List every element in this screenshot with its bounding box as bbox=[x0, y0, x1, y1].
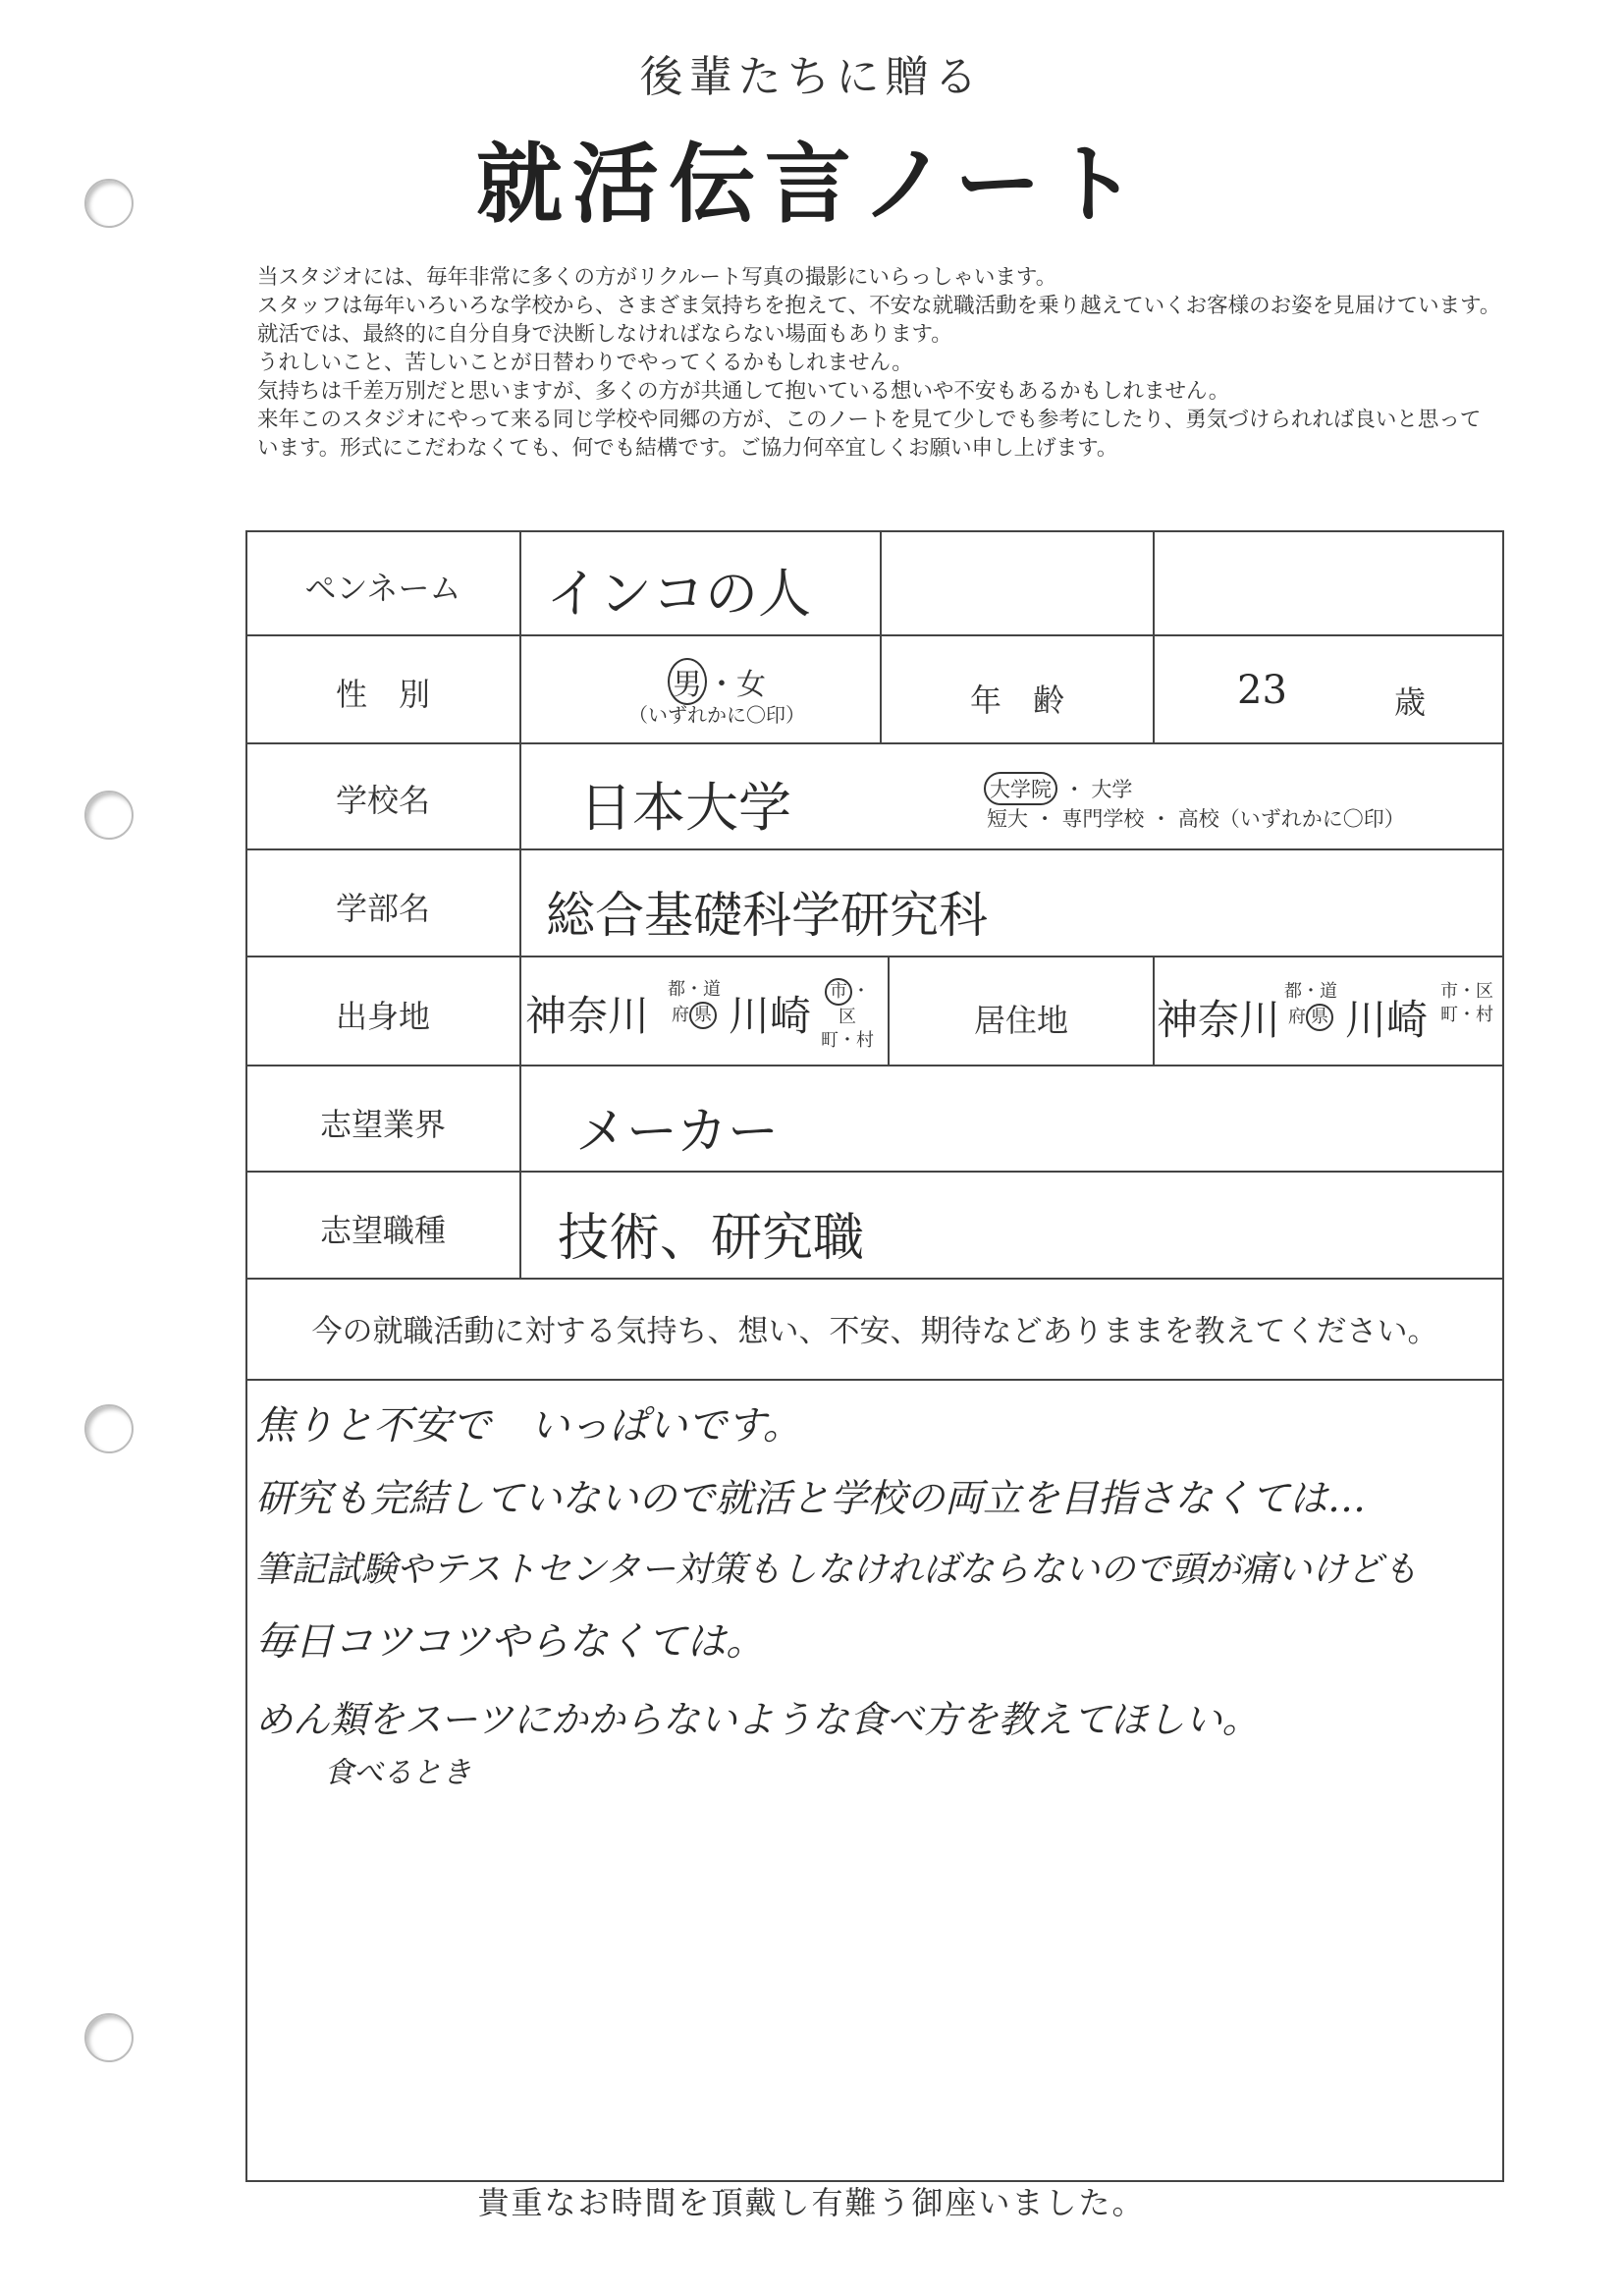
school-type-line2: 短大 ・ 専門学校 ・ 高校（いずれかに〇印） bbox=[987, 807, 1405, 831]
intro-line: スタッフは毎年いろいろな学校から、さまざま気持ちを抱えて、不安な就職活動を乗り越えていくお客様のお姿を見届けています。 bbox=[257, 294, 1501, 318]
gender-separator: ・ bbox=[707, 668, 736, 702]
school-type-grad-circled: 大学院 bbox=[984, 772, 1057, 805]
intro-line: 気持ちは千差万別だと思いますが、多くの方が共通して抱いている想いや不安もあるかもしれません。 bbox=[257, 379, 1230, 404]
job-label: 志望職種 bbox=[319, 1212, 446, 1249]
gender-female: 女 bbox=[736, 668, 766, 702]
punch-hole-4 bbox=[84, 2013, 134, 2062]
age-unit: 歳 bbox=[1394, 683, 1427, 721]
age-value: 23 bbox=[1237, 668, 1287, 713]
gender-male-circled: 男 bbox=[668, 658, 707, 705]
message-line: 毎日コツコツやらなくては。 bbox=[255, 1619, 766, 1665]
intro-line: 来年このスタジオにやって来る同じ学校や同郷の方が、このノートを見て少しでも参考にしたり、勇気づけられれば良いと思って bbox=[257, 408, 1482, 432]
pen-name-label: ペンネーム bbox=[304, 570, 461, 607]
intro-line: うれしいこと、苦しいことが日替わりでやってくるかもしれません。 bbox=[257, 351, 913, 375]
message-line-note: 食べるとき bbox=[324, 1756, 471, 1790]
school-type-line1 bbox=[984, 772, 1132, 805]
hometown-pref-units-top: 都・道 bbox=[668, 979, 721, 1000]
intro-text bbox=[257, 263, 1573, 463]
school-type-univ: ・ 大学 bbox=[1063, 778, 1133, 801]
residence-city: 川崎 bbox=[1345, 996, 1429, 1044]
school-label: 学校名 bbox=[335, 782, 430, 819]
residence-pref-unit-fu: 府 bbox=[1288, 1007, 1306, 1027]
hometown-city-units bbox=[817, 978, 878, 1053]
intro-line: 就活では、最終的に自分自身で決断しなければならない場面もあります。 bbox=[257, 322, 952, 347]
footer-thanks: 貴重なお時間を頂戴し有難う御座いました。 bbox=[477, 2184, 1146, 2221]
hometown-city-unit-circled: 市 bbox=[825, 978, 852, 1006]
hometown-pref-units-bottom bbox=[666, 1002, 723, 1029]
gender-note: （いずれかに〇印） bbox=[628, 703, 805, 727]
hometown-pref: 神奈川 bbox=[525, 992, 650, 1040]
residence-city-units bbox=[1435, 980, 1498, 1027]
hometown-city-unit-ku: ・区 bbox=[839, 981, 870, 1027]
residence-city-units-bottom: 町・村 bbox=[1440, 1005, 1493, 1025]
message-line: 焦りと不安で いっぱいです。 bbox=[255, 1403, 802, 1449]
hometown-label: 出身地 bbox=[335, 998, 430, 1035]
free-text-prompt: 今の就職活動に対する気持ち、想い、不安、期待などありままを教えてください。 bbox=[311, 1314, 1438, 1349]
hometown-city-units-bottom: 町・村 bbox=[821, 1030, 874, 1051]
age-label: 年 齢 bbox=[969, 682, 1064, 719]
message-line: めん類をスーツにかからないような食べ方を教えてほしい。 bbox=[255, 1698, 1260, 1741]
job-value: 技術、研究職 bbox=[558, 1209, 865, 1268]
residence-pref-units-bottom bbox=[1282, 1004, 1339, 1031]
school-value: 日本大学 bbox=[579, 777, 791, 839]
page-title: 就活伝言ノート bbox=[475, 134, 1148, 235]
gender-options bbox=[619, 658, 815, 705]
residence-label: 居住地 bbox=[973, 1002, 1068, 1039]
message-line: 筆記試験やテストセンター対策もしなければならないので頭が痛いけども bbox=[255, 1550, 1419, 1590]
intro-line: います。形式にこだわなくても、何でも結構です。ご協力何卒宜しくお願い申し上げます。 bbox=[257, 436, 1118, 461]
faculty-label: 学部名 bbox=[335, 890, 430, 927]
residence-pref-units-top: 都・道 bbox=[1284, 981, 1337, 1002]
punch-hole-3 bbox=[84, 1404, 134, 1453]
questionnaire-form bbox=[245, 530, 1504, 2182]
hometown-pref-units bbox=[666, 978, 723, 1029]
residence-city-units-top: 市・区 bbox=[1440, 981, 1493, 1002]
industry-value: メーカー bbox=[575, 1103, 779, 1162]
industry-label: 志望業界 bbox=[319, 1106, 446, 1143]
intro-line: 当スタジオには、毎年非常に多くの方がリクルート写真の撮影にいらっしゃいます。 bbox=[257, 265, 1057, 290]
hometown-city-units-top bbox=[817, 978, 878, 1029]
message-line: 研究も完結していないので就活と学校の両立を目指さなくては… bbox=[255, 1477, 1367, 1521]
residence-pref-units bbox=[1282, 980, 1339, 1031]
hometown-pref-unit-circled: 県 bbox=[689, 1002, 717, 1029]
hometown-city: 川崎 bbox=[729, 992, 812, 1040]
hometown-pref-unit-fu: 府 bbox=[672, 1005, 689, 1025]
page-subtitle: 後輩たちに贈る bbox=[639, 52, 984, 102]
faculty-value: 総合基礎科学研究科 bbox=[546, 887, 988, 944]
pen-name-value: インコの人 bbox=[546, 563, 811, 625]
residence-pref-unit-circled: 県 bbox=[1306, 1004, 1333, 1031]
punch-hole-2 bbox=[84, 791, 134, 840]
residence-pref: 神奈川 bbox=[1157, 996, 1281, 1044]
gender-label: 性 別 bbox=[335, 676, 430, 713]
